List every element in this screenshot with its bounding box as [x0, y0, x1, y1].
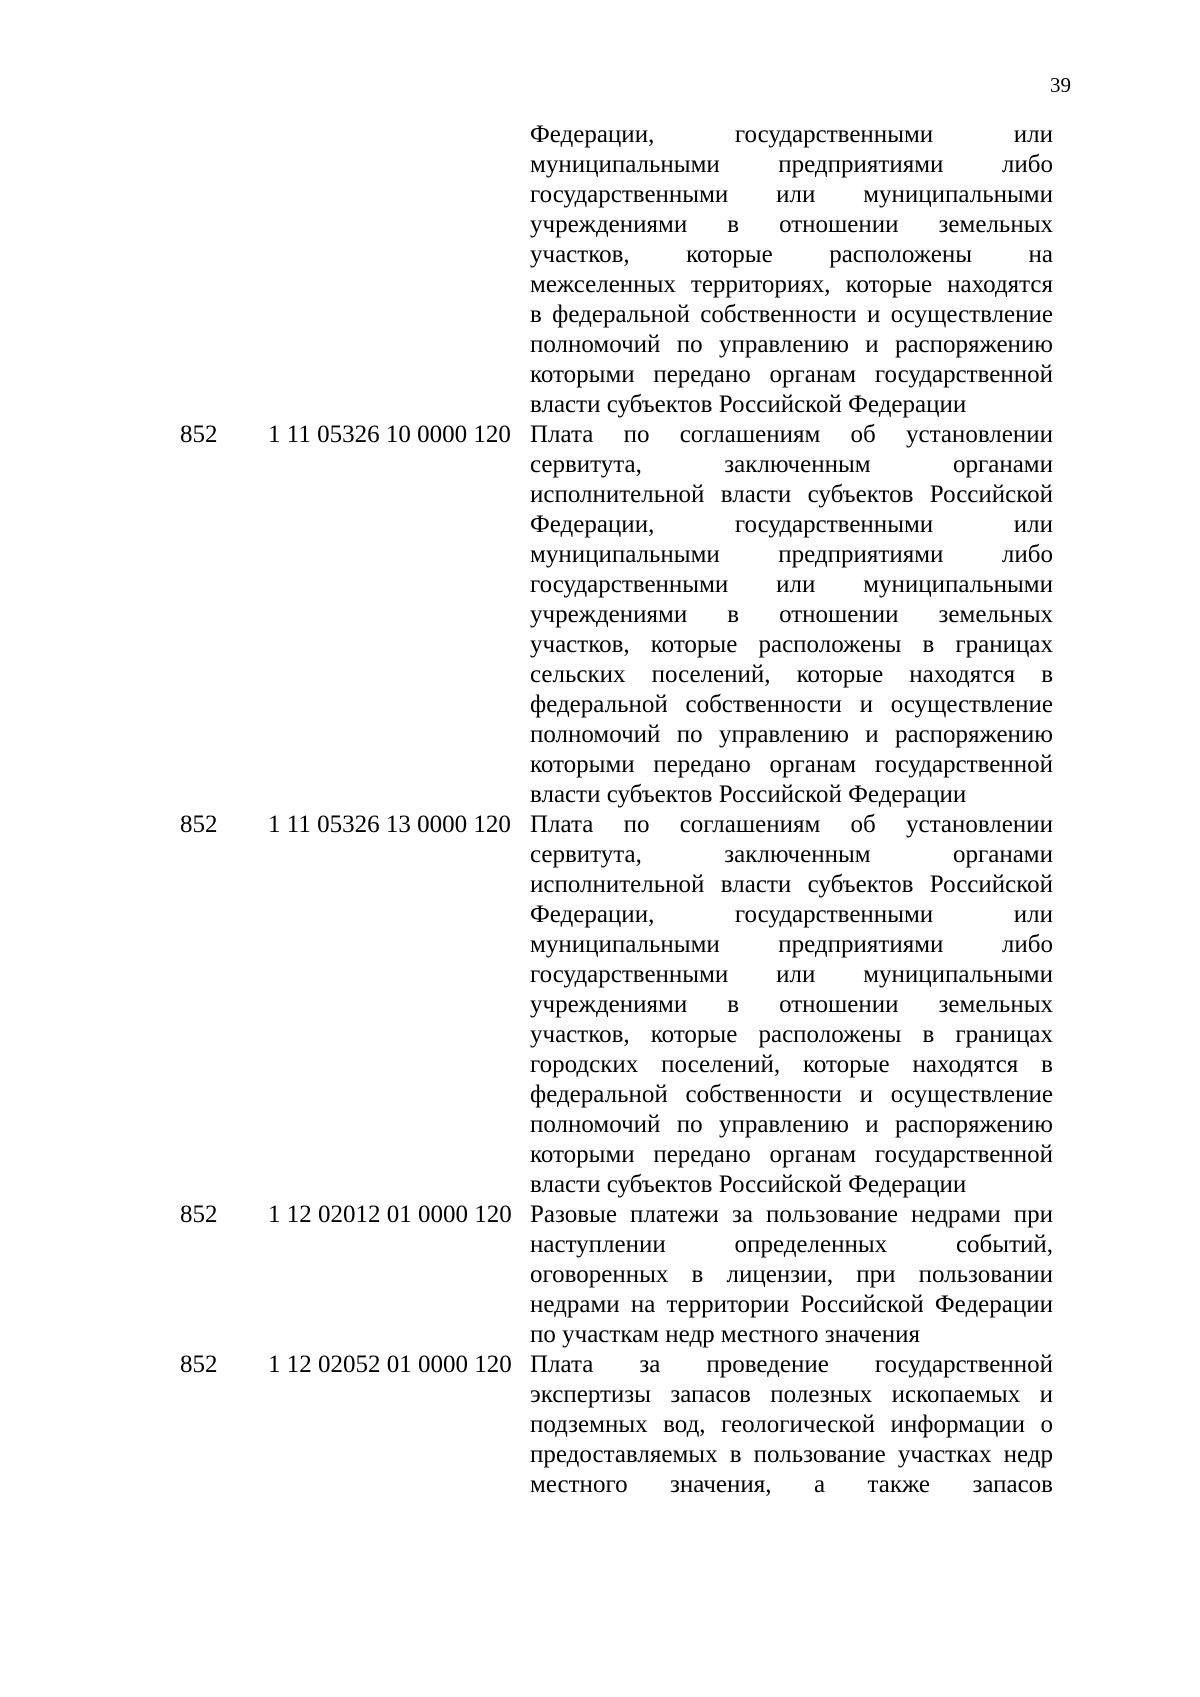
description-line: Федерации, государственными или: [530, 901, 1053, 928]
description-line: исполнительной власти субъектов Российской: [530, 481, 1053, 508]
description-line: участков, которые расположены в границах: [530, 1021, 1053, 1048]
description-line: подземных вод, геологической информации о: [530, 1411, 1053, 1438]
revenue-description-cell: [530, 1200, 1053, 1350]
table-row: [0, 810, 1200, 1200]
description-line: сельских поселений, которые находятся в: [530, 661, 1053, 688]
table-row: [0, 1350, 1200, 1500]
table-row: [0, 420, 1200, 810]
budget-classification-code-cell: 1 11 05326 13 0000 120: [268, 811, 511, 838]
page-number: 39: [1050, 73, 1071, 97]
description-line: федеральной собственности и осуществление: [530, 1081, 1053, 1108]
table-row: [0, 1200, 1200, 1350]
description-line: полномочий по управлению и распоряжению: [530, 331, 1053, 358]
description-line: межселенных территориях, которые находятся: [530, 271, 1053, 298]
description-line: федеральной собственности и осуществление: [530, 691, 1053, 718]
description-line: которыми передано органам государственной: [530, 1141, 1053, 1168]
description-line: Плата по соглашениям об установлении: [530, 421, 1053, 448]
description-line: полномочий по управлению и распоряжению: [530, 721, 1053, 748]
budget-classification-code-cell: 1 12 02052 01 0000 120: [268, 1351, 512, 1378]
description-line: муниципальными предприятиями либо: [530, 151, 1053, 178]
admin-code-cell: 852: [180, 811, 218, 838]
description-line: государственными или муниципальными: [530, 961, 1053, 988]
description-line: сервитута, заключенным органами: [530, 841, 1053, 868]
description-line: сервитута, заключенным органами: [530, 451, 1053, 478]
budget-classification-code-cell: 1 12 02012 01 0000 120: [268, 1201, 512, 1228]
description-line: Федерации, государственными или: [530, 511, 1053, 538]
admin-code-cell: 852: [180, 421, 218, 448]
table-row: [0, 120, 1200, 420]
revenue-description-cell: [530, 120, 1053, 420]
description-line: местного значения, а также запасов: [530, 1471, 1053, 1498]
description-line: экспертизы запасов полезных ископаемых и: [530, 1381, 1053, 1408]
description-line: по участкам недр местного значения: [530, 1321, 920, 1348]
revenue-description-cell: [530, 420, 1053, 810]
description-line: городских поселений, которые находятся в: [530, 1051, 1053, 1078]
revenue-description-cell: [530, 810, 1053, 1200]
description-line: предоставляемых в пользование участках недр: [530, 1441, 1053, 1468]
description-line: государственными или муниципальными: [530, 181, 1053, 208]
admin-code-cell: 852: [180, 1351, 218, 1378]
description-line: учреждениями в отношении земельных: [530, 211, 1053, 238]
description-line: власти субъектов Российской Федерации: [530, 391, 967, 418]
description-line: государственными или муниципальными: [530, 571, 1053, 598]
description-line: полномочий по управлению и распоряжению: [530, 1111, 1053, 1138]
description-line: участков, которые расположены в границах: [530, 631, 1053, 658]
description-line: Плата по соглашениям об установлении: [530, 811, 1053, 838]
description-line: исполнительной власти субъектов Российской: [530, 871, 1053, 898]
description-line: которыми передано органам государственной: [530, 361, 1053, 388]
description-line: в федеральной собственности и осуществление: [530, 301, 1053, 328]
description-line: участков, которые расположены на: [530, 241, 1053, 268]
description-line: власти субъектов Российской Федерации: [530, 1171, 967, 1198]
revenue-description-cell: [530, 1350, 1053, 1500]
admin-code-cell: 852: [180, 1201, 218, 1228]
description-line: муниципальными предприятиями либо: [530, 931, 1053, 958]
description-line: наступлении определенных событий,: [530, 1231, 1053, 1258]
description-line: муниципальными предприятиями либо: [530, 541, 1053, 568]
description-line: Федерации, государственными или: [530, 121, 1053, 148]
budget-classification-code-cell: 1 11 05326 10 0000 120: [268, 421, 511, 448]
description-line: власти субъектов Российской Федерации: [530, 781, 967, 808]
description-line: Разовые платежи за пользование недрами при: [530, 1201, 1053, 1228]
description-line: которыми передано органам государственной: [530, 751, 1053, 778]
description-line: учреждениями в отношении земельных: [530, 601, 1053, 628]
description-line: учреждениями в отношении земельных: [530, 991, 1053, 1018]
description-line: оговоренных в лицензии, при пользовании: [530, 1261, 1053, 1288]
description-line: недрами на территории Российской Федерации: [530, 1291, 1053, 1318]
description-line: Плата за проведение государственной: [530, 1351, 1053, 1378]
